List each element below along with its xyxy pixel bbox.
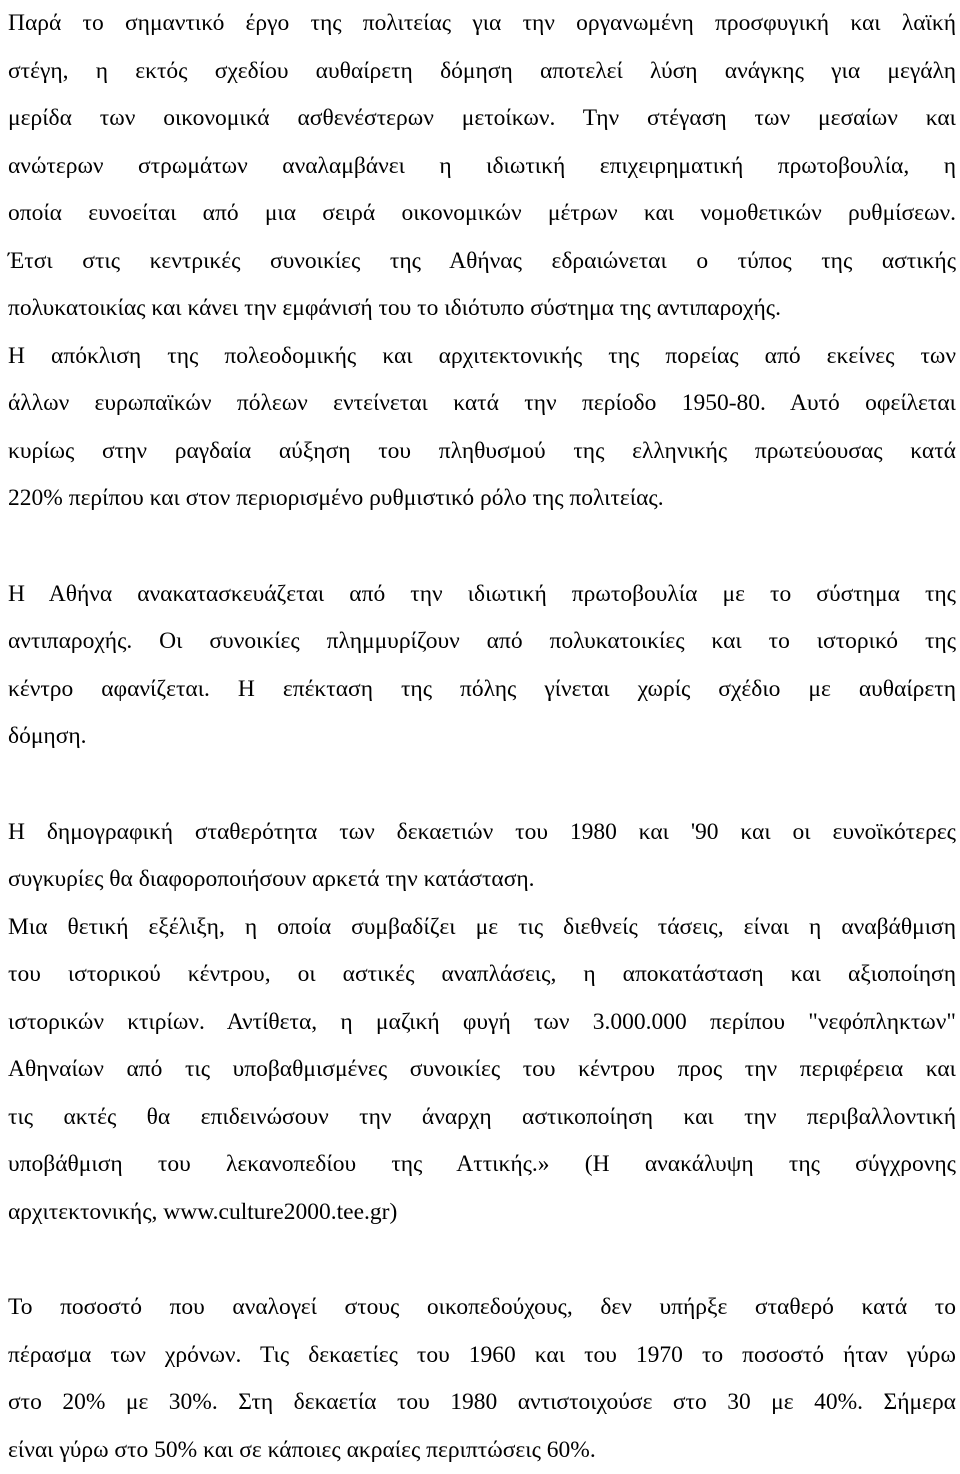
text-line: πέρασμα των χρόνων. Τις δεκαετίες του 1960 και του 1970 το ποσοστό ήταν γύρω [8, 1332, 956, 1380]
text-line: Η απόκλιση της πολεοδομικής και αρχιτεκτονικής της πορείας από εκείνες των [8, 333, 956, 381]
paragraph-1 [8, 0, 956, 523]
text-line: Μια θετική εξέλιξη, η οποία συμβαδίζει με τις διεθνείς τάσεις, είναι η αναβάθμιση [8, 904, 956, 952]
text-line: οποία ευνοείται από μια σειρά οικονομικών μέτρων και νομοθετικών ρυθμίσεων. [8, 190, 956, 238]
text-line: κυρίως στην ραγδαία αύξηση του πληθυσμού της ελληνικής πρωτεύουσας κατά [8, 428, 956, 476]
paragraph-gap [8, 761, 956, 809]
text-line: συγκυρίες θα διαφοροποιήσουν αρκετά την κατάσταση. [8, 856, 956, 904]
text-line: υποβάθμιση του λεκανοπεδίου της Αττικής.» (Η ανακάλυψη της σύγχρονης [8, 1141, 956, 1189]
text-line: στο 20% με 30%. Στη δεκαετία του 1980 αντιστοιχούσε στο 30 με 40%. Σήμερα [8, 1379, 956, 1427]
text-line: Παρά το σημαντικό έργο της πολιτείας για την οργανωμένη προσφυγική και λαϊκή [8, 0, 956, 48]
paragraph-gap [8, 1236, 956, 1284]
text-line: ανώτερων στρωμάτων αναλαμβάνει η ιδιωτική επιχειρηματική πρωτοβουλία, η [8, 143, 956, 191]
text-line: τις ακτές θα επιδεινώσουν την άναρχη αστικοποίηση και την περιβαλλοντική [8, 1094, 956, 1142]
text-line: αρχιτεκτονικής, www.culture2000.tee.gr) [8, 1189, 956, 1237]
text-line: δόμηση. [8, 713, 956, 761]
text-line: μερίδα των οικονομικά ασθενέστερων μετοίκων. Την στέγαση των μεσαίων και [8, 95, 956, 143]
paragraph-2 [8, 571, 956, 761]
paragraph-5 [8, 1284, 956, 1474]
text-line: Η δημογραφική σταθερότητα των δεκαετιών του 1980 και '90 και οι ευνοϊκότερες [8, 809, 956, 857]
text-line: 220% περίπου και στον περιορισμένο ρυθμιστικό ρόλο της πολιτείας. [8, 475, 956, 523]
text-line: κέντρο αφανίζεται. Η επέκταση της πόλης γίνεται χωρίς σχέδιο με αυθαίρετη [8, 666, 956, 714]
text-line: Αθηναίων από τις υποβαθμισμένες συνοικίες του κέντρου προς την περιφέρεια και [8, 1046, 956, 1094]
text-line: αντιπαροχής. Οι συνοικίες πλημμυρίζουν από πολυκατοικίες και το ιστορικό της [8, 618, 956, 666]
text-line: Το ποσοστό που αναλογεί στους οικοπεδούχους, δεν υπήρξε σταθερό κατά το [8, 1284, 956, 1332]
text-line: ιστορικών κτιρίων. Αντίθετα, η μαζική φυγή των 3.000.000 περίπου "νεφόπληκτων" [8, 999, 956, 1047]
text-line: στέγη, η εκτός σχεδίου αυθαίρετη δόμηση αποτελεί λύση ανάγκης για μεγάλη [8, 48, 956, 96]
text-line: του ιστορικού κέντρου, οι αστικές αναπλάσεις, η αποκατάσταση και αξιοποίηση [8, 951, 956, 999]
paragraph-gap [8, 523, 956, 571]
paragraph-4 [8, 904, 956, 1237]
text-line: Έτσι στις κεντρικές συνοικίες της Αθήνας εδραιώνεται ο τύπος της αστικής [8, 238, 956, 286]
text-line: είναι γύρω στο 50% και σε κάποιες ακραίες περιπτώσεις 60%. [8, 1427, 956, 1474]
text-line: πολυκατοικίας και κάνει την εμφάνισή του το ιδιότυπο σύστημα της αντιπαροχής. [8, 285, 956, 333]
document-page [8, 0, 956, 1474]
text-line: Η Αθήνα ανακατασκευάζεται από την ιδιωτική πρωτοβουλία με το σύστημα της [8, 571, 956, 619]
paragraph-3 [8, 809, 956, 904]
text-line: άλλων ευρωπαϊκών πόλεων εντείνεται κατά την περίοδο 1950-80. Αυτό οφείλεται [8, 380, 956, 428]
